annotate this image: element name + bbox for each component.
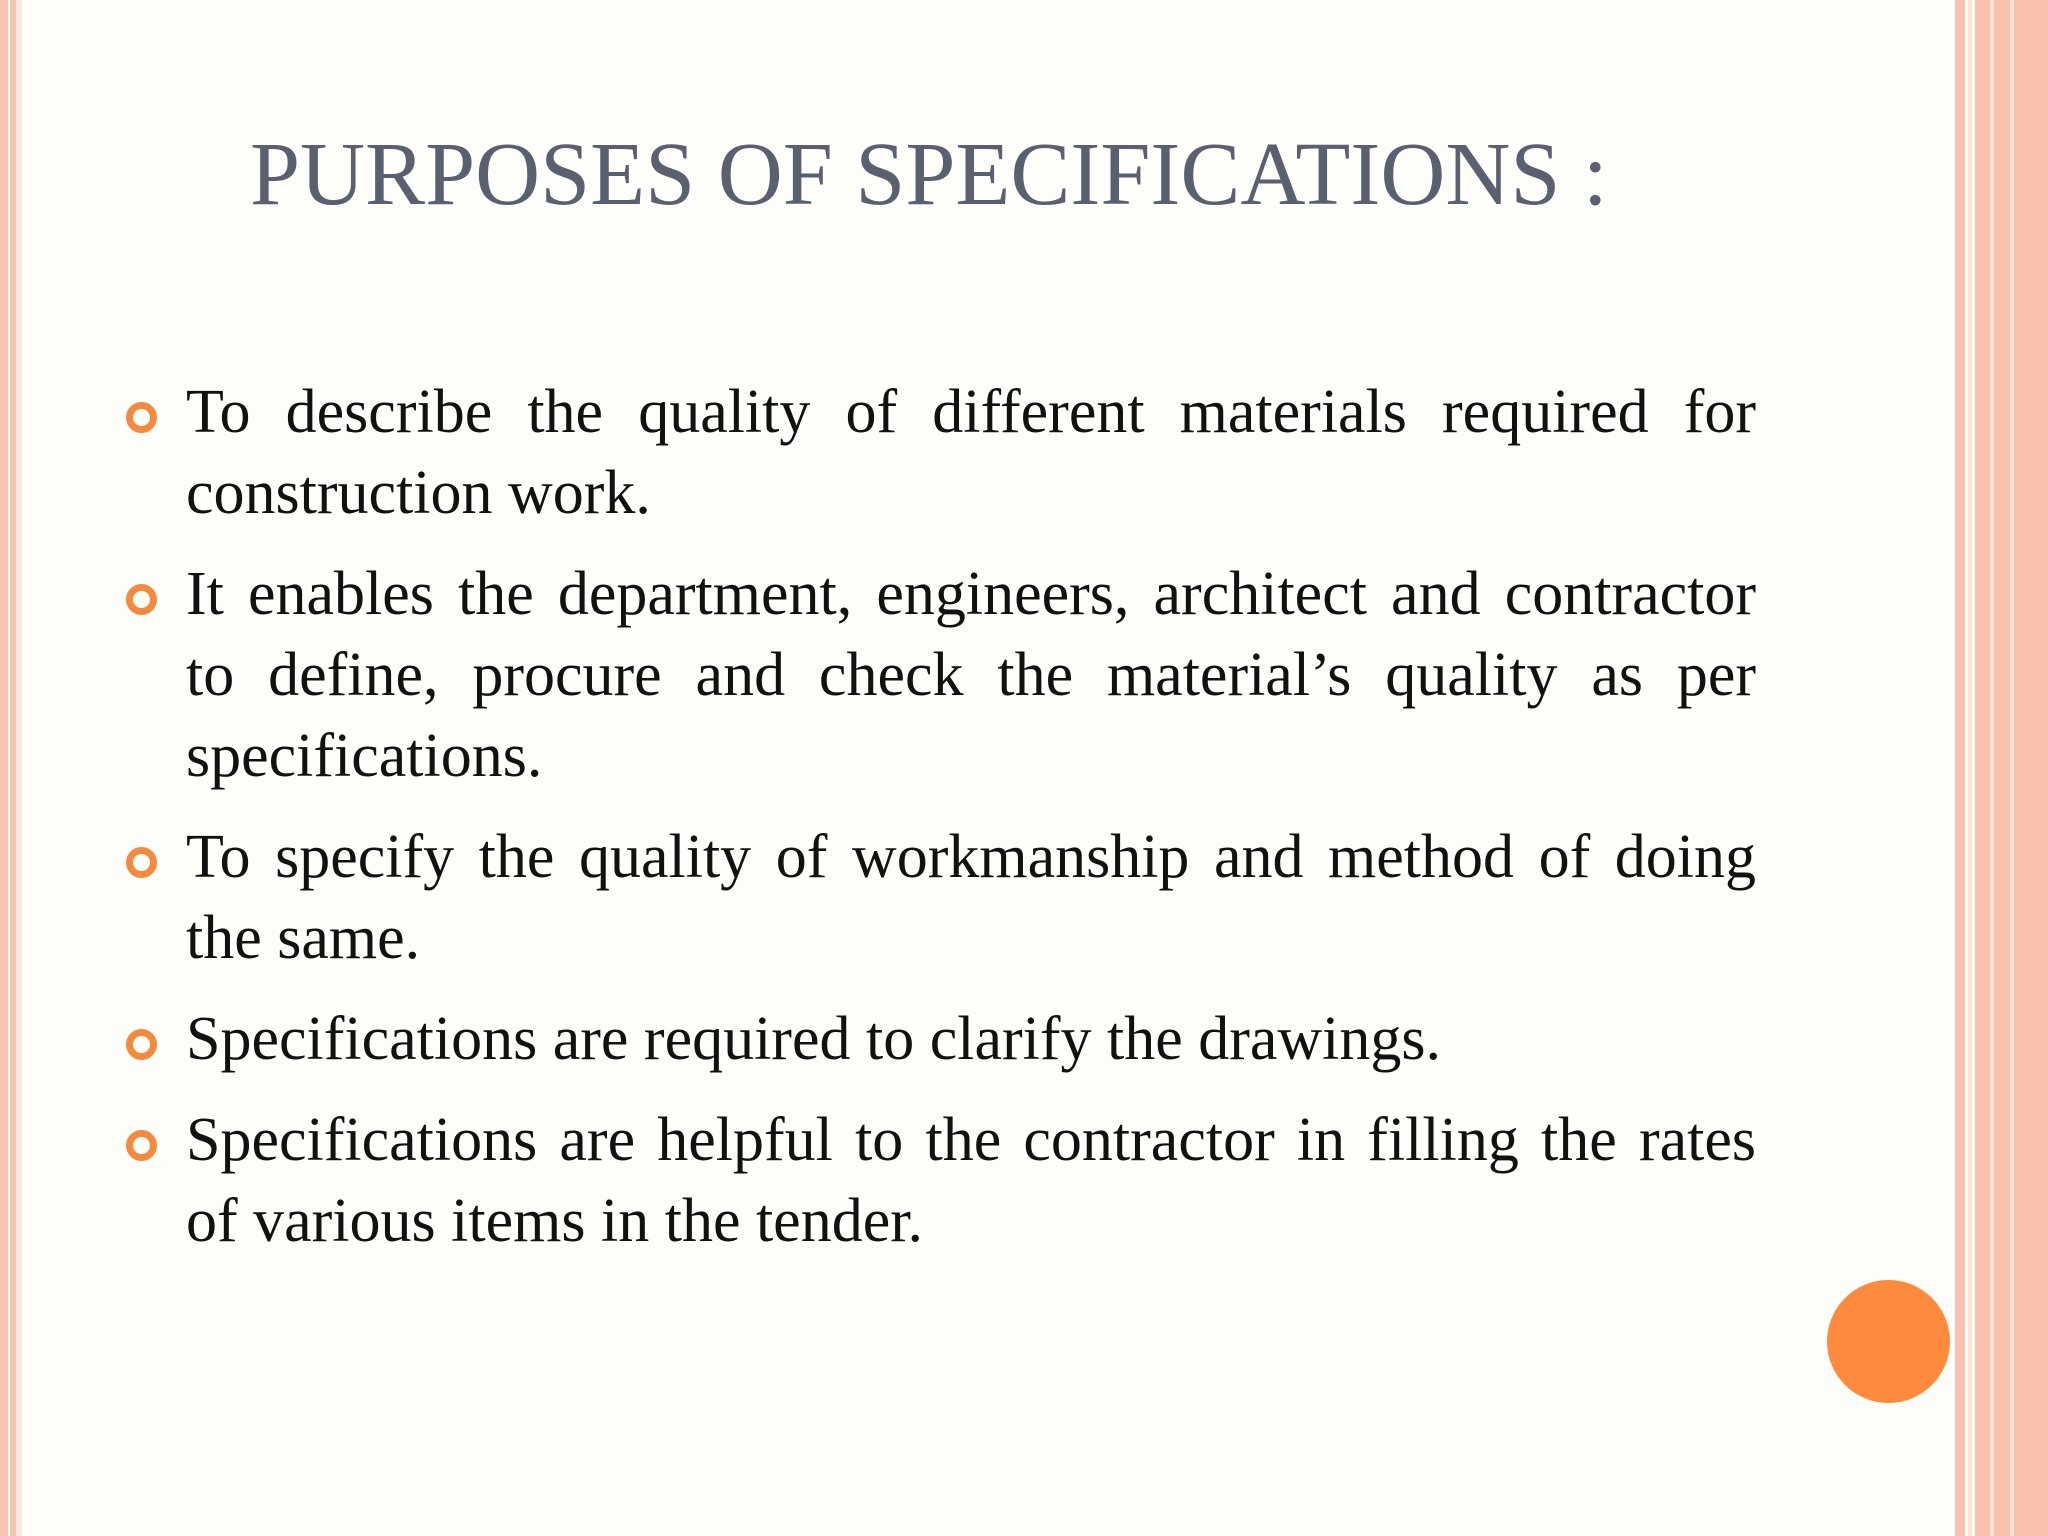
hollow-circle-bullet-icon	[126, 1130, 157, 1161]
left-border-stripe	[16, 0, 22, 1536]
bullet-text: Specifications are required to clarify the drawings.	[186, 1005, 1442, 1073]
right-border-stripe	[1994, 0, 2010, 1536]
bullet-item	[126, 817, 1756, 979]
bullet-item	[126, 1100, 1756, 1262]
bullet-item	[126, 554, 1756, 797]
bullet-list	[126, 372, 1756, 1282]
bullet-text: To describe the quality of different materials required for construction work.	[186, 378, 1756, 527]
hollow-circle-bullet-icon	[126, 584, 157, 615]
hollow-circle-bullet-icon	[126, 1029, 157, 1060]
left-border-stripe	[0, 0, 8, 1536]
orange-circle-accent	[1827, 1280, 1950, 1403]
bullet-text: To specify the quality of workmanship and method of doing the same.	[186, 823, 1756, 972]
bullet-text: It enables the department, engineers, architect and contractor to define, procure and check the material’s quality as per specifications.	[186, 560, 1756, 790]
bullet-item	[126, 372, 1756, 534]
bullet-item	[126, 999, 1756, 1080]
right-border-stripe	[2014, 0, 2048, 1536]
right-border-stripe	[1955, 0, 1965, 1536]
hollow-circle-bullet-icon	[126, 402, 157, 433]
hollow-circle-bullet-icon	[126, 847, 157, 878]
bullet-text: Specifications are helpful to the contractor in filling the rates of various items in the tender.	[186, 1106, 1756, 1255]
right-border-stripe	[1975, 0, 1990, 1536]
slide-title: PURPOSES OF SPECIFICATIONS :	[250, 125, 1608, 224]
right-border-stripe	[1968, 0, 1972, 1536]
